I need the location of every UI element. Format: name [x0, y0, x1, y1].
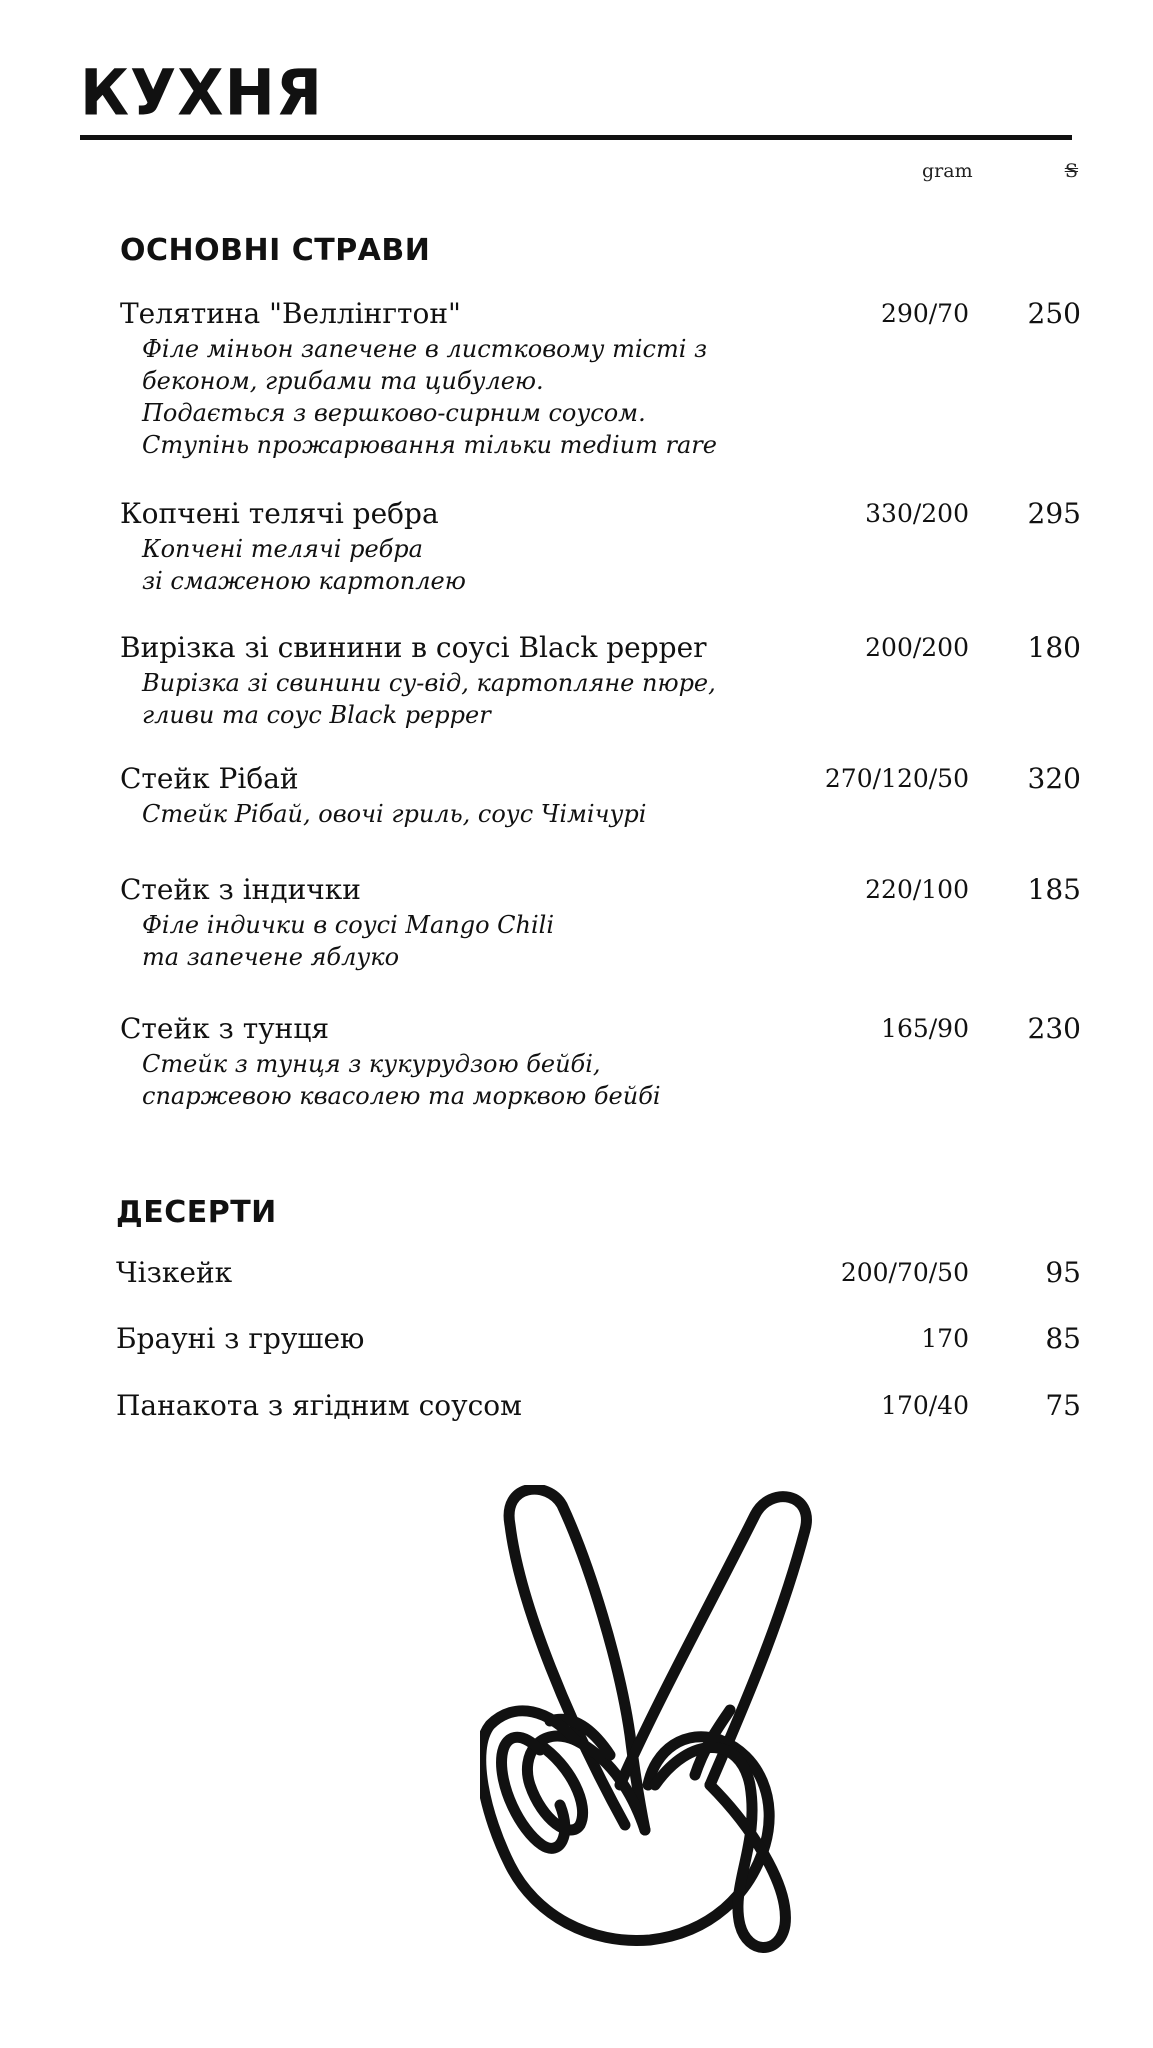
title-divider: [80, 135, 1072, 140]
column-header-weight: gram: [922, 160, 973, 182]
section-title-main-dishes: ОСНОВНІ СТРАВИ: [120, 233, 431, 268]
description-line: беконом, грибами та цибулею.: [142, 367, 544, 395]
menu-item-weight: 170: [921, 1324, 969, 1353]
description-line: гливи та соус Black pepper: [142, 701, 491, 729]
menu-item-price: 250: [1027, 297, 1081, 330]
menu-item-weight: 290/70: [881, 299, 969, 328]
description-line: Копчені телячі ребра: [142, 535, 423, 563]
description-line: Філе міньон запечене в листковому тісті з: [142, 335, 708, 363]
menu-item-weight: 330/200: [865, 499, 969, 528]
column-header-price: ₴: [1064, 160, 1079, 182]
description-line: та запечене яблуко: [142, 943, 400, 971]
description-line: Стейк з тунця з кукурудзою бейбі,: [142, 1050, 601, 1078]
menu-item-name: Брауні з грушею: [116, 1322, 365, 1355]
menu-item-description: [142, 667, 716, 731]
menu-item-price: 85: [1045, 1322, 1081, 1355]
page-title: КУХНЯ: [80, 56, 323, 131]
description-line: спаржевою квасолею та морквою бейбі: [142, 1082, 661, 1110]
description-line: Подається з вершково-сирним соусом.: [142, 399, 646, 427]
menu-item-description: [142, 333, 717, 461]
menu-item-name: Стейк з індички: [120, 873, 361, 906]
menu-item-description: [142, 909, 554, 973]
menu-item-name: Копчені телячі ребра: [120, 497, 439, 530]
menu-item-description: [142, 1048, 661, 1112]
menu-item-price: 75: [1045, 1389, 1081, 1422]
menu-item-name: Телятина "Веллінгтон": [120, 297, 461, 330]
menu-item-price: 185: [1027, 873, 1081, 906]
menu-item-description: [142, 798, 646, 830]
menu-item-name: Стейк Рібай: [120, 762, 299, 795]
menu-item-weight: 200/70/50: [840, 1258, 969, 1287]
menu-item-name: Вирізка зі свинини в соусі Black pepper: [120, 631, 707, 664]
description-line: Стейк Рібай, овочі гриль, соус Чімічурі: [142, 800, 647, 828]
menu-item-weight: 165/90: [881, 1014, 969, 1043]
menu-item-description: [142, 533, 466, 597]
description-line: Вирізка зі свинини су-від, картопляне пюре,: [142, 669, 716, 697]
menu-item-name: Чізкейк: [116, 1256, 233, 1289]
menu-item-price: 95: [1045, 1256, 1081, 1289]
menu-item-price: 320: [1027, 762, 1081, 795]
section-title-desserts: ДЕСЕРТИ: [116, 1195, 277, 1230]
menu-item-weight: 170/40: [881, 1391, 969, 1420]
menu-item-price: 295: [1027, 497, 1081, 530]
menu-item-weight: 200/200: [865, 633, 969, 662]
description-line: Філе індички в соусі Mango Chili: [142, 911, 554, 939]
description-line: Ступінь прожарювання тільки medium rare: [142, 431, 717, 459]
menu-item-price: 230: [1027, 1012, 1081, 1045]
peace-hand-icon: [480, 1485, 880, 1965]
menu-item-price: 180: [1027, 631, 1081, 664]
menu-item-name: Панакота з ягідним соусом: [116, 1389, 522, 1422]
menu-item-weight: 270/120/50: [824, 764, 969, 793]
menu-item-name: Стейк з тунця: [120, 1012, 330, 1045]
description-line: зі смаженою картоплею: [142, 567, 466, 595]
menu-item-weight: 220/100: [865, 875, 969, 904]
